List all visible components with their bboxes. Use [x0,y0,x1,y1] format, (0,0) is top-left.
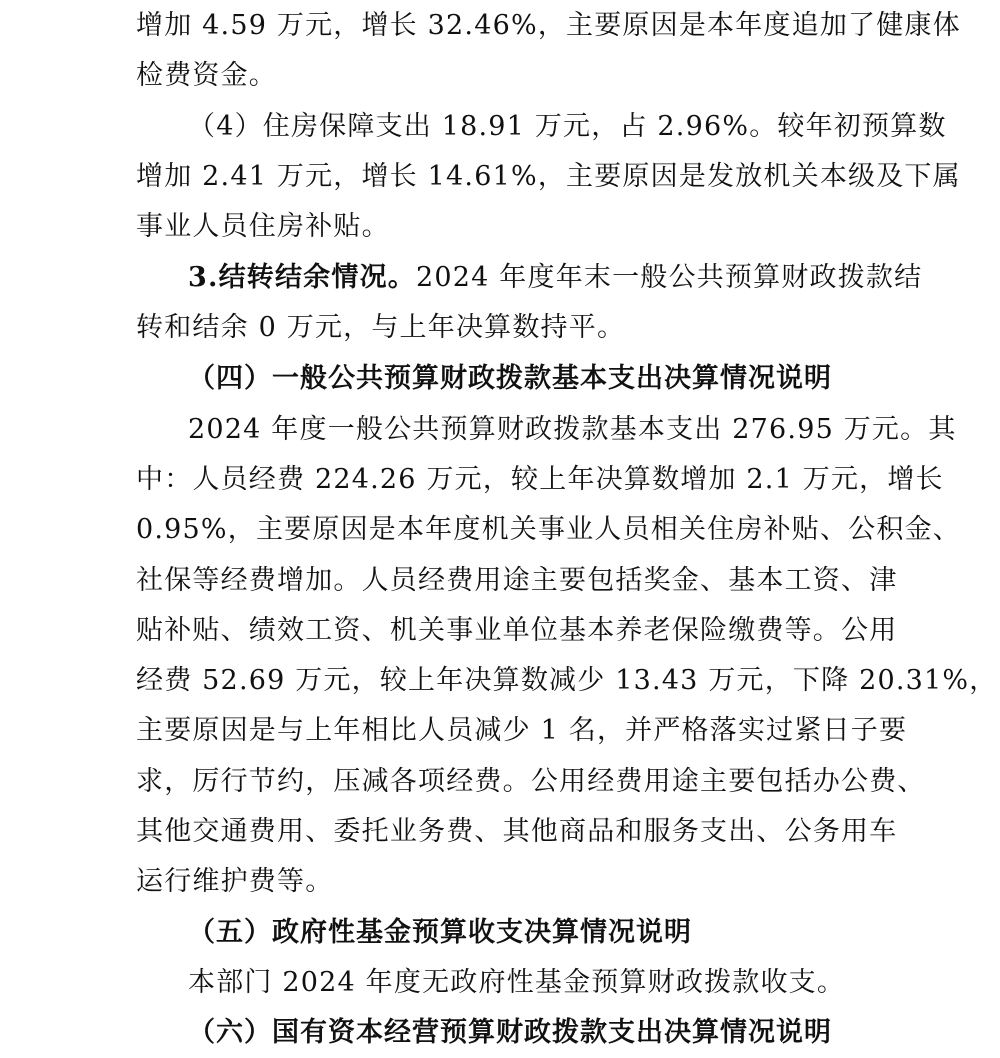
paragraph-line: 事业人员住房补贴。 [136,211,390,242]
paragraph-line: 增加 2.41 万元，增长 14.61%，主要原因是发放机关本级及下属 [136,161,961,192]
paragraph-line: 求，厉行节约，压减各项经费。公用经费用途主要包括办公费、 [136,766,926,797]
paragraph-line: 增加 4.59 万元，增长 32.46%，主要原因是本年度追加了健康体 [136,10,961,41]
paragraph-line: 其他交通费用、委托业务费、其他商品和服务支出、公务用车 [136,816,898,847]
paragraph-line: 经费 52.69 万元，较上年决算数减少 13.43 万元，下降 20.31%， [136,665,998,696]
paragraph-line: 本部门 2024 年度无政府性基金预算财政拨款收支。 [188,967,846,998]
carryover-paragraph-line [188,253,923,303]
paragraph-line: 贴补贴、绩效工资、机关事业单位基本养老保险缴费等。公用 [136,615,898,646]
paragraph-line: 0.95%，主要原因是本年度机关事业人员相关住房补贴、公积金、 [136,514,961,545]
paragraph-line: 转和结余 0 万元，与上年决算数持平。 [136,312,626,343]
section-heading-5: （五）政府性基金预算收支决算情况说明 [188,917,692,948]
section-heading-4: （四）一般公共预算财政拨款基本支出决算情况说明 [188,363,832,394]
section-heading-6: （六）国有资本经营预算财政拨款支出决算情况说明 [188,1017,832,1048]
paragraph-line: 2024 年度一般公共预算财政拨款基本支出 276.95 万元。其 [188,414,957,445]
carryover-label: 3.结转结余情况。 [188,262,416,293]
paragraph-line: 运行维护费等。 [136,866,334,897]
paragraph-line: 社保等经费增加。人员经费用途主要包括奖金、基本工资、津 [136,565,898,596]
paragraph-line: （4）住房保障支出 18.91 万元，占 2.96%。较年初预算数 [188,111,947,142]
carryover-text: 2024 年度年末一般公共预算财政拨款结 [416,262,923,293]
paragraph-line: 检费资金。 [136,60,277,91]
paragraph-line: 主要原因是与上年相比人员减少 1 名，并严格落实过紧日子要 [136,715,908,746]
paragraph-line: 中：人员经费 224.26 万元，较上年决算数增加 2.1 万元，增长 [136,464,944,495]
